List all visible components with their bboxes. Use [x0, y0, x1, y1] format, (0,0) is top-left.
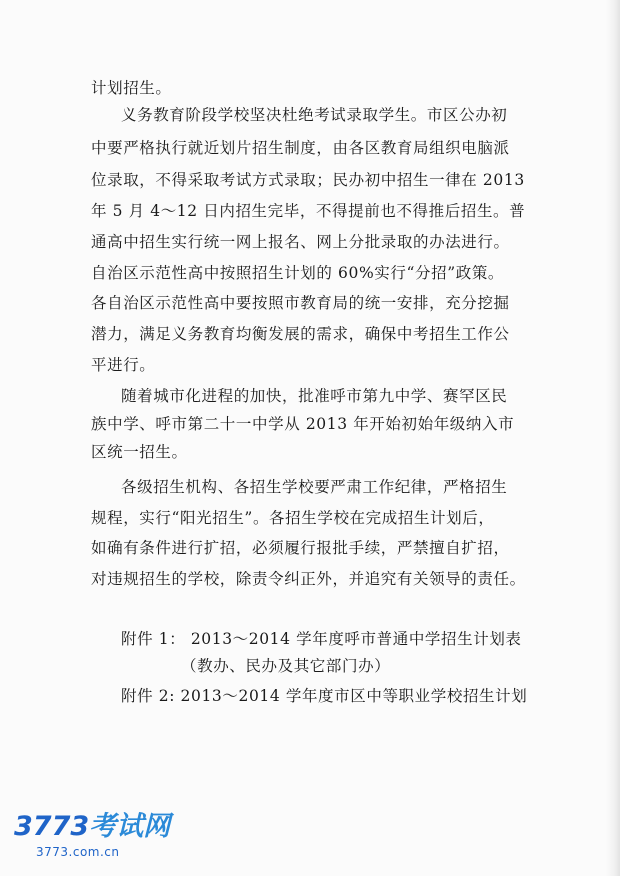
- attachment-1-note: （教办、民办及其它部门办）: [181, 657, 391, 675]
- paragraph-line: 年 5 月 4～12 日内招生完毕，不得提前也不得推后招生。普: [91, 202, 526, 220]
- paragraph-line: 自治区示范性高中按照招生计划的 60%实行“分招”政策。: [91, 264, 505, 282]
- watermark-brand-suffix: 考试网: [89, 811, 171, 842]
- paragraph-line: 计划招生。: [91, 79, 172, 97]
- paragraph-line: 义务教育阶段学校坚决杜绝考试录取学生。市区公办初: [121, 106, 508, 124]
- paragraph-line: 族中学、呼市第二十一中学从 2013 年开始初始年级纳入市: [91, 415, 515, 433]
- paragraph-line: 规程，实行“阳光招生”。各招生学校在完成招生计划后，: [91, 509, 495, 527]
- paragraph-line: 中要严格执行就近划片招生制度，由各区教育局组织电脑派: [91, 139, 510, 157]
- paragraph-line: 各自治区示范性高中要按照市教育局的统一安排，充分挖掘: [91, 294, 510, 312]
- watermark-brand: [14, 812, 170, 842]
- paragraph-line: 通高中招生实行统一网上报名、网上分批录取的办法进行。: [91, 233, 510, 251]
- watermark-url: 3773.com.cn: [36, 845, 120, 859]
- paragraph-line: 如确有条件进行扩招，必须履行报批手续，严禁擅自扩招，: [91, 539, 510, 557]
- paragraph-line: 平进行。: [91, 356, 156, 374]
- paragraph-line: 潜力，满足义务教育均衡发展的需求，确保中考招生工作公: [91, 325, 510, 343]
- site-watermark-logo: [14, 812, 184, 864]
- paragraph-line: 区统一招生。: [91, 443, 188, 461]
- paragraph-line: 随着城市化进程的加快，批准呼市第九中学、赛罕区民: [121, 387, 508, 405]
- paragraph-line: 位录取，不得采取考试方式录取；民办初中招生一律在 2013: [91, 171, 525, 189]
- scan-edge-shadow: [606, 0, 620, 876]
- watermark-brand-prefix: 3773: [14, 811, 90, 842]
- paragraph-line: 各级招生机构、各招生学校要严肃工作纪律，严格招生: [121, 478, 508, 496]
- paragraph-line: 对违规招生的学校，除责令纠正外，并追究有关领导的责任。: [91, 570, 526, 588]
- attachment-1: 附件 1： 2013～2014 学年度呼市普通中学招生计划表: [121, 630, 522, 648]
- attachment-2: 附件 2: 2013～2014 学年度市区中等职业学校招生计划: [121, 687, 528, 705]
